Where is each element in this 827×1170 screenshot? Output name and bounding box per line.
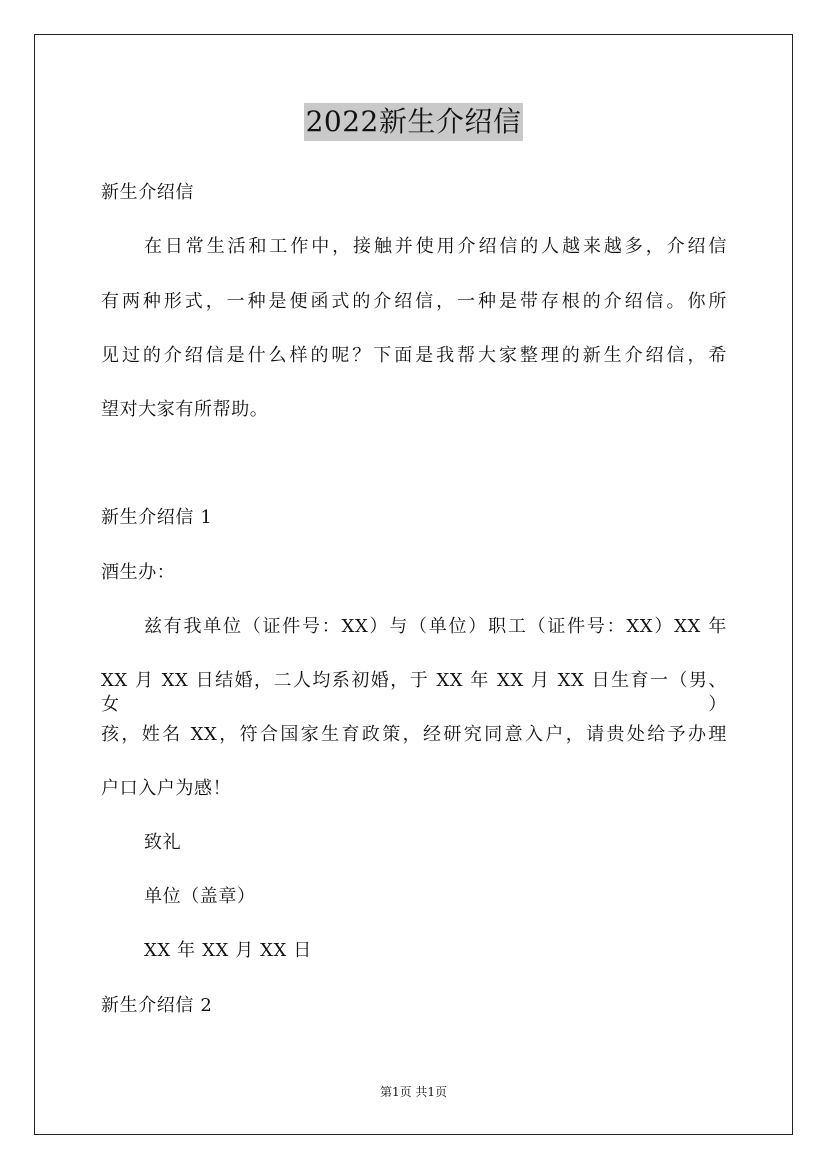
letter-body-line: XX 月 XX 日结婚，二人均系初婚，于 XX 年 XX 月 XX 日生育一（男、女）	[101, 670, 727, 715]
letter-body-line: 兹有我单位（证件号：XX）与（单位）职工（证件号：XX）XX 年	[144, 616, 727, 637]
letter-date: XX 年 XX 月 XX 日	[144, 940, 312, 961]
letter-body-line: 户口入户为感！	[101, 778, 232, 799]
title-container	[0, 103, 827, 141]
intro-paragraph-line: 在日常生活和工作中，接触并使用介绍信的人越来越多，介绍信	[144, 236, 727, 257]
letter-recipient: 酒生办：	[101, 562, 176, 583]
intro-paragraph-line: 见过的介绍信是什么样的呢？下面是我帮大家整理的新生介绍信，希	[101, 345, 727, 366]
intro-paragraph-line: 有两种形式，一种是便函式的介绍信，一种是带存根的介绍信。你所	[101, 291, 727, 312]
page-footer: 第1页 共1页	[379, 1085, 448, 1099]
intro-paragraph-line: 望对大家有所帮助。	[101, 399, 269, 420]
letter-salutation: 致礼	[144, 832, 182, 853]
letter-2-heading: 新生介绍信 2	[101, 995, 213, 1016]
letter-body-line: 孩，姓名 XX，符合国家生育政策，经研究同意入户，请贵处给予办理	[101, 724, 727, 745]
letter-signature-unit: 单位（盖章）	[144, 886, 256, 907]
document-title: 2022新生介绍信	[304, 103, 524, 141]
letter-1-heading: 新生介绍信 1	[101, 507, 213, 528]
section-heading: 新生介绍信	[101, 182, 194, 203]
